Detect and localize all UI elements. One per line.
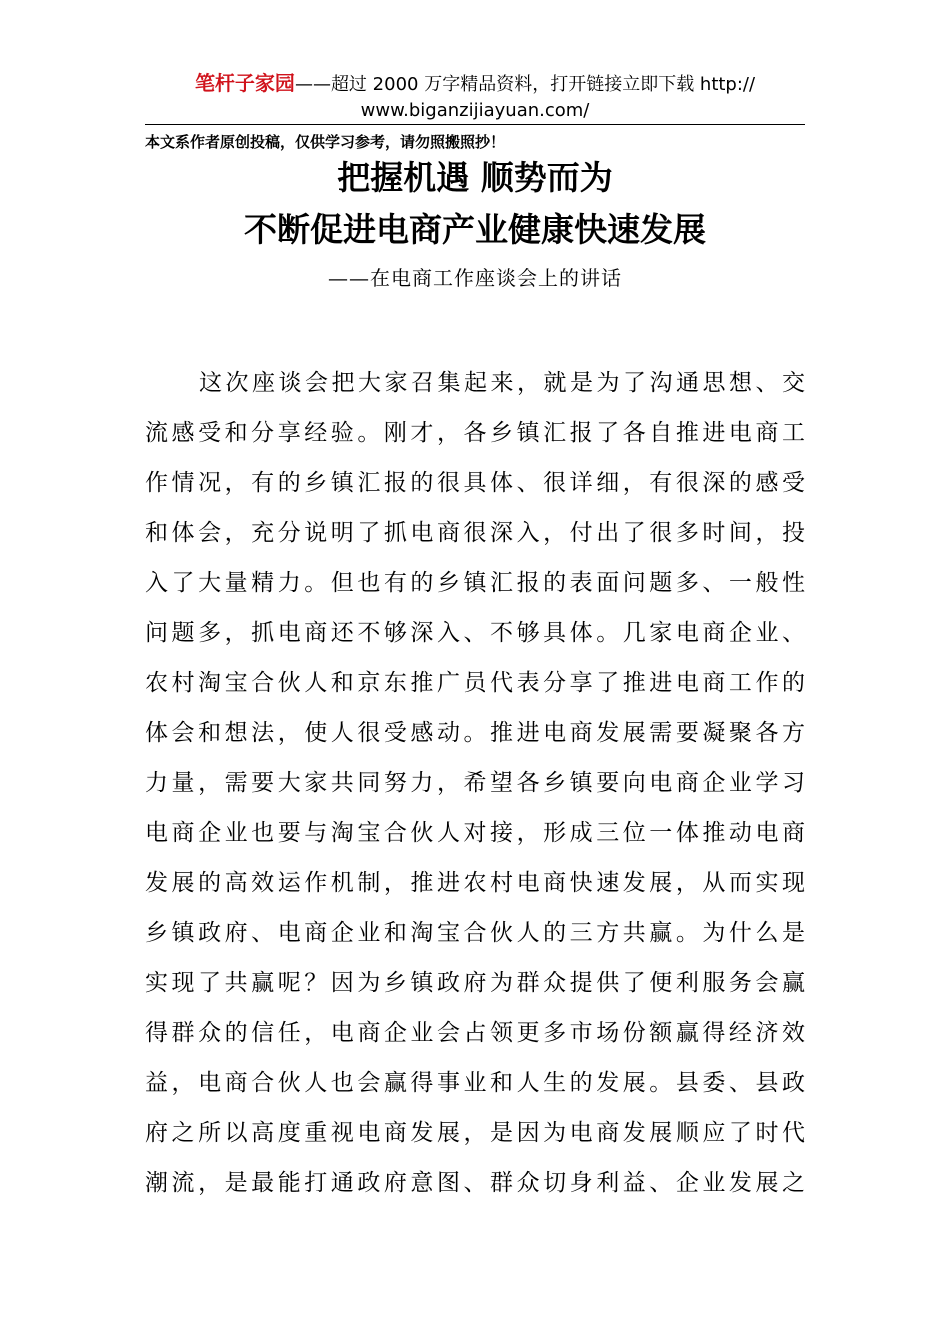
body-line: 农村淘宝合伙人和京东推广员代表分享了推进电商工作的 <box>145 670 805 696</box>
body-line: 府之所以高度重视电商发展，是因为电商发展顺应了时代 <box>145 1120 805 1146</box>
page-header <box>145 70 805 124</box>
body-line: 问题多，抓电商还不够深入、不够具体。几家电商企业、 <box>145 620 805 646</box>
body-line: 实现了共赢呢？因为乡镇政府为群众提供了便利服务会赢 <box>145 970 805 996</box>
body-line: 和体会，充分说明了抓电商很深入，付出了很多时间，投 <box>145 520 805 546</box>
body-line: 潮流，是最能打通政府意图、群众切身利益、企业发展之 <box>145 1170 805 1196</box>
body-line: 作情况，有的乡镇汇报的很具体、很详细，有很深的感受 <box>145 470 805 496</box>
body-text <box>145 358 805 1208</box>
title-line-1: 把握机遇 顺势而为 <box>337 158 613 197</box>
copyright-notice: 本文系作者原创投稿，仅供学习参考，请勿照搬照抄！ <box>145 133 506 151</box>
body-line: 得群众的信任，电商企业会占领更多市场份额赢得经济效 <box>145 1020 805 1046</box>
header-url[interactable]: www.biganzijiayuan.com/ <box>360 100 590 121</box>
body-line: 发展的高效运作机制，推进农村电商快速发展，从而实现 <box>145 870 805 896</box>
header-divider <box>145 124 805 125</box>
body-line: 益，电商合伙人也会赢得事业和人生的发展。县委、县政 <box>145 1070 805 1096</box>
title-line-2: 不断促进电商产业健康快速发展 <box>244 210 706 249</box>
body-line: 流感受和分享经验。刚才，各乡镇汇报了各自推进电商工 <box>145 420 805 446</box>
header-tagline: ——超过 2000 万字精品资料，打开链接立即下载 http:// <box>294 74 756 95</box>
body-line: 电商企业也要与淘宝合伙人对接，形成三位一体推动电商 <box>145 820 805 846</box>
body-line: 力量，需要大家共同努力，希望各乡镇要向电商企业学习 <box>145 770 805 796</box>
body-line: 这次座谈会把大家召集起来，就是为了沟通思想、交 <box>199 370 805 396</box>
subtitle: ——在电商工作座谈会上的讲话 <box>328 266 622 290</box>
body-line: 入了大量精力。但也有的乡镇汇报的表面问题多、一般性 <box>145 570 805 596</box>
header-line-1 <box>145 70 805 98</box>
body-line: 乡镇政府、电商企业和淘宝合伙人的三方共赢。为什么是 <box>145 920 805 946</box>
body-line: 体会和想法，使人很受感动。推进电商发展需要凝聚各方 <box>145 720 805 746</box>
brand-name: 笔杆子家园 <box>194 71 295 95</box>
